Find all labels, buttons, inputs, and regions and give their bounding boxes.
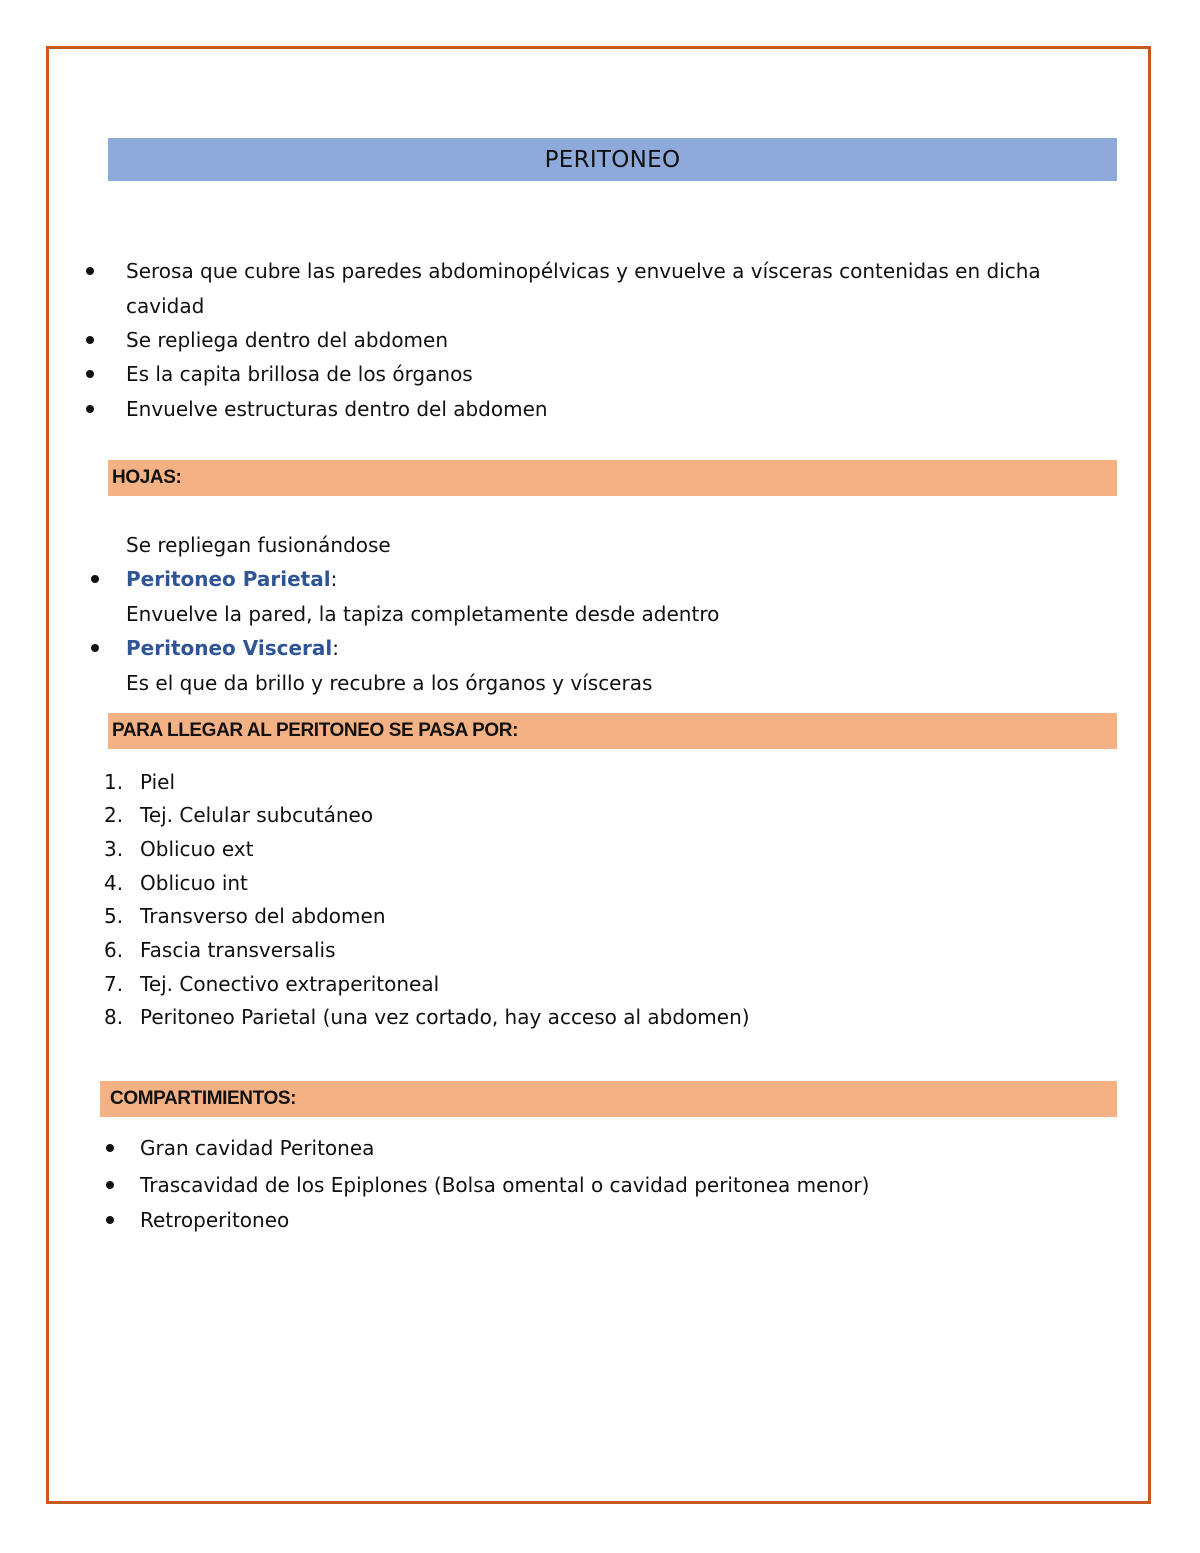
hojas-colon: : (332, 636, 340, 660)
hojas-description: Es el que da brillo y recubre a los órganos y vísceras (126, 671, 653, 695)
list-number: 2. (104, 803, 124, 827)
bullet-icon (86, 267, 94, 275)
section-heading-text: COMPARTIMIENTOS: (110, 1088, 297, 1109)
layer-item: Tej. Conectivo extraperitoneal (140, 972, 440, 996)
list-number: 4. (104, 871, 124, 895)
compartment-item: Gran cavidad Peritonea (140, 1136, 375, 1160)
layer-item: Fascia transversalis (140, 938, 336, 962)
section-heading-compartments (100, 1081, 1117, 1117)
section-heading-text: HOJAS: (112, 467, 182, 488)
intro-bullet-continuation: cavidad (126, 294, 205, 318)
bullet-icon (106, 1216, 114, 1224)
section-heading-text: PARA LLEGAR AL PERITONEO SE PASA POR: (112, 720, 519, 741)
intro-bullet-text: Serosa que cubre las paredes abdominopélvicas y envuelve a vísceras contenidas en dicha (126, 259, 1041, 283)
bullet-icon (106, 1144, 114, 1152)
list-number: 5. (104, 904, 124, 928)
compartment-item: Retroperitoneo (140, 1208, 290, 1232)
hojas-item (126, 636, 339, 660)
layer-item: Oblicuo ext (140, 837, 254, 861)
layer-item: Peritoneo Parietal (una vez cortado, hay acceso al abdomen) (140, 1005, 750, 1029)
page-title: PERITONEO (544, 146, 681, 173)
bullet-icon (91, 575, 99, 583)
hojas-item (126, 567, 337, 591)
compartment-item: Trascavidad de los Epiplones (Bolsa omental o cavidad peritonea menor) (140, 1173, 870, 1197)
list-number: 8. (104, 1005, 124, 1029)
hojas-intro: Se repliegan fusionándose (126, 533, 391, 557)
title-bar (108, 138, 1117, 181)
layer-item: Oblicuo int (140, 871, 248, 895)
list-number: 6. (104, 938, 124, 962)
bullet-icon (86, 336, 94, 344)
section-heading-layers (108, 713, 1117, 749)
list-number: 3. (104, 837, 124, 861)
layer-item: Tej. Celular subcutáneo (140, 803, 374, 827)
hojas-term: Peritoneo Visceral (126, 636, 333, 660)
hojas-term: Peritoneo Parietal (126, 567, 331, 591)
layer-item: Transverso del abdomen (140, 904, 386, 928)
layer-item: Piel (140, 770, 176, 794)
list-number: 1. (104, 770, 124, 794)
bullet-icon (106, 1181, 114, 1189)
hojas-colon: : (330, 567, 338, 591)
intro-bullet-text: Envuelve estructuras dentro del abdomen (126, 397, 548, 421)
section-heading-hojas (108, 460, 1117, 496)
list-number: 7. (104, 972, 124, 996)
bullet-icon (86, 370, 94, 378)
intro-bullet-text: Es la capita brillosa de los órganos (126, 362, 473, 386)
hojas-description: Envuelve la pared, la tapiza completamente desde adentro (126, 602, 720, 626)
bullet-icon (86, 405, 94, 413)
bullet-icon (91, 644, 99, 652)
intro-bullet-text: Se repliega dentro del abdomen (126, 328, 449, 352)
